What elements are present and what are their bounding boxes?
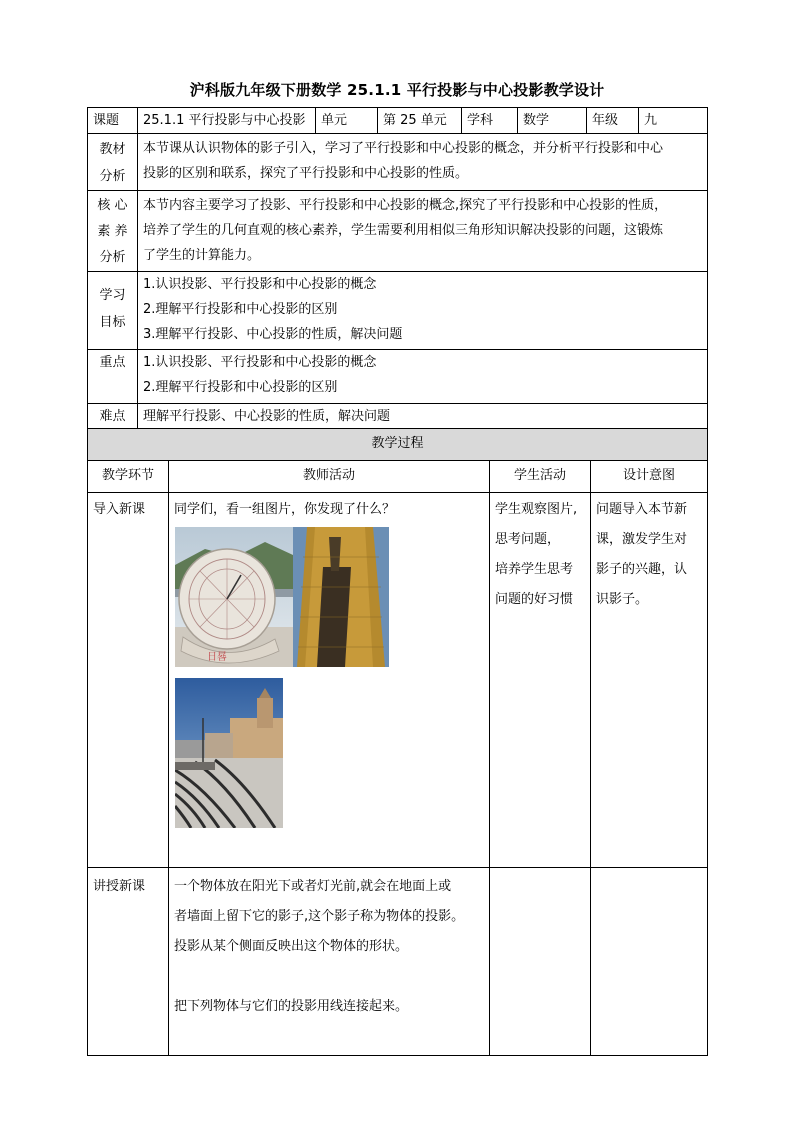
tower-photo: [293, 527, 389, 667]
stage-new-lesson: 讲授新课: [88, 868, 169, 1056]
col-stage-header: 教学环节: [88, 461, 169, 493]
keti-label: 课题: [88, 108, 138, 134]
document-title: 沪科版九年级下册数学 25.1.1 平行投影与中心投影教学设计: [189, 81, 605, 99]
bund-photo: [175, 678, 283, 828]
danyuan-value: 第 25 单元: [378, 108, 462, 134]
intro-image-group: [174, 525, 484, 835]
student-activity-intro: 学生观察图片, 思考问题， 培养学生思考 问题的好习惯: [490, 493, 591, 868]
jiaocai-content: 本节课从认识物体的影子引入，学习了平行投影和中心投影的概念，并分析平行投影和中心 投影的区别和联系，探究了平行投影和中心投影的性质。: [138, 134, 708, 191]
intent-new-lesson: [591, 868, 708, 1056]
col-teacher-header: 教师活动: [169, 461, 490, 493]
zhongdian-content: 1.认识投影、平行投影和中心投影的概念 2.理解平行投影和中心投影的区别: [138, 350, 708, 404]
col-intent-header: 设计意图: [591, 461, 708, 493]
keti-value: 25.1.1 平行投影与中心投影: [138, 108, 316, 134]
suyang-content: 本节内容主要学习了投影、平行投影和中心投影的概念,探究了平行投影和中心投影的性质， 培养了学生的几何直观的核心素养，学生需要利用相似三角形知识解决投影的问题，这锻炼 了学生的计算能力。: [138, 191, 708, 272]
teaching-process-table: [87, 428, 708, 1056]
zhongdian-label: 重点: [88, 350, 138, 404]
tower-illustration: [293, 527, 389, 667]
teacher-activity-new-lesson: 一个物体放在阳光下或者灯光前,就会在地面上或 者墙面上留下它的影子,这个影子称为物体的投影。 投影从某个侧面反映出这个物体的形状。 把下列物体与它们的投影用线连接起来。: [169, 868, 490, 1056]
stage-intro: 导入新课: [88, 493, 169, 868]
mubiao-label: 学习 目标: [88, 272, 138, 350]
nandian-content: 理解平行投影、中心投影的性质，解决问题: [138, 404, 708, 430]
col-student-header: 学生活动: [490, 461, 591, 493]
suyang-label: 核 心 素 养 分析: [88, 191, 138, 272]
danyuan-label: 单元: [316, 108, 378, 134]
intent-intro: 问题导入本节新 课，激发学生对 影子的兴趣，认 识影子。: [591, 493, 708, 868]
xueke-label: 学科: [462, 108, 518, 134]
mubiao-content: 1.认识投影、平行投影和中心投影的概念 2.理解平行投影和中心投影的区别 3.理解平行投影、中心投影的性质，解决问题: [138, 272, 708, 350]
nianji-value: 九: [639, 108, 708, 134]
sundial-illustration: [175, 527, 293, 667]
teacher-activity-intro: 同学们，看一组图片，你发现了什么？ 日晷: [169, 493, 490, 868]
nandian-label: 难点: [88, 404, 138, 430]
xueke-value: 数学: [518, 108, 587, 134]
process-header: 教学过程: [88, 429, 708, 461]
sundial-photo: [175, 527, 293, 667]
lesson-info-table: [87, 107, 708, 430]
bund-illustration: [175, 678, 283, 828]
nianji-label: 年级: [587, 108, 639, 134]
student-activity-new-lesson: [490, 868, 591, 1056]
sundial-characters: 日晷: [207, 652, 227, 663]
jiaocai-label: 教材 分析: [88, 134, 138, 191]
